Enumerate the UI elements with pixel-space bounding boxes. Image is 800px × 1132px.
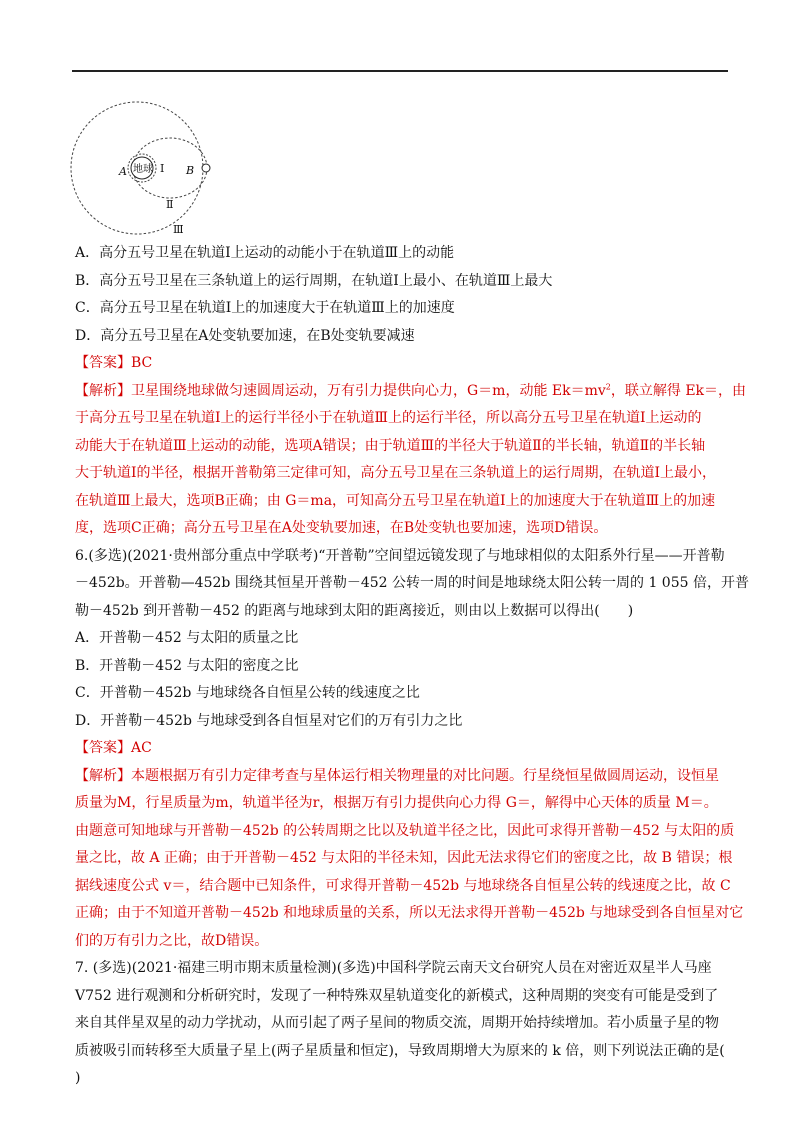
q5-analysis-line: 在轨道Ⅲ上最大，选项B正确；由 G＝ma，可知高分五号卫星在轨道Ⅰ上的加速度大于在轨道Ⅲ上的加速 xyxy=(75,492,716,509)
q6-option-b: B．开普勒－452 与太阳的密度之比 xyxy=(75,657,299,674)
q6-stem-line: 6.(多选)(2021·贵州部分重点中学联考)“开普勒”空间望远镜发现了与地球相似的太阳系外行星——开普勒 xyxy=(75,547,725,564)
orbit-3-label: Ⅲ xyxy=(173,223,184,236)
q5-analysis-line: 于高分五号卫星在轨道Ⅰ上的运行半径小于在轨道Ⅲ上的运行半径，所以高分五号卫星在轨道Ⅰ上运动的 xyxy=(75,410,702,426)
q5-analysis-line: 动能大于在轨道Ⅲ上运动的动能，选项A错误；由于轨道Ⅲ的半径大于轨道Ⅱ的半长轴，轨道Ⅱ的半长轴 xyxy=(75,437,706,454)
q5-option-a: A．高分五号卫星在轨道Ⅰ上运动的动能小于在轨道Ⅲ上的动能 xyxy=(75,245,455,261)
q5-analysis-line: 大于轨道Ⅰ的半径，根据开普勒第三定律可知，高分五号卫星在三条轨道上的运行周期，在轨道Ⅰ上最小， xyxy=(75,465,717,481)
q5-analysis-line: 度，选项C正确；高分五号卫星在A处变轨要加速，在B处变轨也要加速，选项D错误。 xyxy=(75,520,608,536)
q6-analysis-line: 由题意可知地球与开普勒－452b 的公转周期之比以及轨道半径之比，因此可求得开普勒－452 与太阳的质 xyxy=(75,822,735,839)
q7-stem-line: V752 进行观测和分析研究时，发现了一种特殊双星轨道变化的新模式，这种周期的突变有可能是受到了 xyxy=(75,987,719,1004)
q5-analysis-line-1 xyxy=(75,378,747,406)
header-rule xyxy=(72,70,728,72)
q5-answer: 【答案】BC xyxy=(75,355,153,371)
q6-option-d: D．开普勒－452b 与地球受到各自恒星对它们的万有引力之比 xyxy=(75,712,463,729)
q7-stem-line: ) xyxy=(75,1070,81,1086)
q5-option-c: C．高分五号卫星在轨道Ⅰ上的加速度大于在轨道Ⅲ上的加速度 xyxy=(75,300,455,316)
q6-stem-line: 勒－452b 到开普勒－452 的距离与地球到太阳的距离接近，则由以上数据可以得出( ) xyxy=(75,602,634,619)
satellite-icon xyxy=(202,164,210,172)
q6-analysis-line: 据线速度公式 v＝，结合题中已知条件，可求得开普勒－452b 与地球绕各自恒星公转的线速度之比，故 C xyxy=(75,877,731,894)
q6-option-c: C．开普勒－452b 与地球绕各自恒星公转的线速度之比 xyxy=(75,685,420,701)
q6-analysis-line: 正确；由于不知道开普勒－452b 和地球质量的关系，所以无法求得开普勒－452b 与地球受到各自恒星对它 xyxy=(75,905,744,921)
orbit-diagram xyxy=(70,92,220,240)
q5-analysis-1a: 【解析】卫星围绕地球做匀速圆周运动，万有引力提供向心力，G＝m，动能 Ek＝mv xyxy=(75,382,606,399)
q7-stem-line: 7. (多选)(2021·福建三明市期末质量检测)(多选)中国科学院云南天文台研究人员在对密近双星半人马座 xyxy=(75,960,712,976)
q7-stem-line: 来自其伴星双星的动力学扰动，从而引起了两子星间的物质交流，周期开始持续增加。若小质量子星的物 xyxy=(75,1015,719,1031)
point-b-label: B xyxy=(186,164,195,177)
orbit-2-label: Ⅱ xyxy=(166,198,174,211)
q6-analysis-line: 质量为M，行星质量为m，轨道半径为r，根据万有引力提供向心力得 G＝，解得中心天体的质量 M＝。 xyxy=(75,795,718,811)
orbit-1-label: Ⅰ xyxy=(160,162,165,175)
q6-analysis-line: 量之比，故 A 正确；由于开普勒－452 与太阳的半径未知，因此无法求得它们的密度之比，故 B 错误；根 xyxy=(75,850,733,866)
q6-option-a: A．开普勒－452 与太阳的质量之比 xyxy=(75,630,299,646)
q7-stem-line: 质被吸引而转移至大质量子星上(两子星质量和恒定)，导致周期增大为原来的 k 倍，则下列说法正确的是( xyxy=(75,1042,725,1059)
q6-analysis-line: 们的万有引力之比，故D错误。 xyxy=(75,932,269,949)
q5-option-b: B．高分五号卫星在三条轨道上的运行周期，在轨道Ⅰ上最小、在轨道Ⅲ上最大 xyxy=(75,272,553,289)
question-content xyxy=(75,240,749,1093)
q6-answer: 【答案】AC xyxy=(75,740,152,756)
q6-stem-line: －452b。开普勒—452b 围绕其恒星开普勒－452 公转一周的时间是地球绕太阳公转一周的 1 055 倍，开普 xyxy=(75,575,749,591)
q5-option-d: D．高分五号卫星在A处变轨要加速，在B处变轨要减速 xyxy=(75,327,415,344)
earth-label: 地球 xyxy=(133,164,153,175)
q5-analysis-1-superscript: 2 xyxy=(605,381,611,391)
q6-analysis-line: 【解析】本题根据万有引力定律考查与星体运行相关物理量的对比问题。行星绕恒星做圆周运动，设恒星 xyxy=(75,767,719,784)
q5-analysis-1b: ，联立解得 Ek＝，由 xyxy=(610,382,747,399)
point-a-label: A xyxy=(119,165,127,178)
